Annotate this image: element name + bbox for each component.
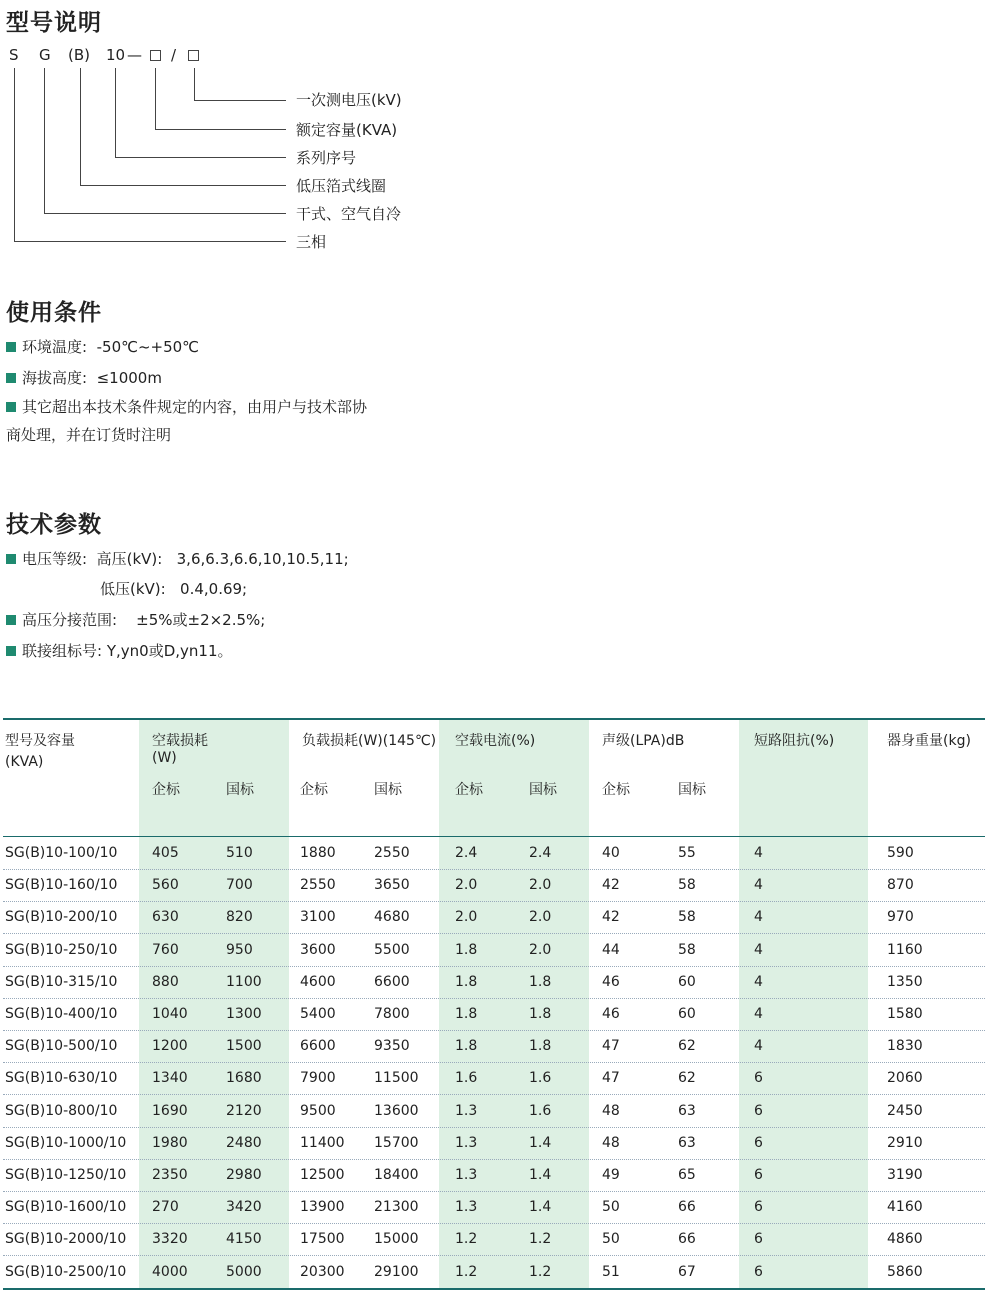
cell-load-loss-enterprise: 17500 [300, 1231, 345, 1248]
cell-noise-enterprise: 49 [602, 1167, 620, 1183]
cell-noise-national: 67 [678, 1263, 696, 1280]
connector-line [44, 213, 286, 214]
lv-value: 0.4,0.69; [180, 580, 248, 598]
cell-no-load-current-enterprise: 1.3 [455, 1102, 478, 1119]
cell-no-load-loss-national: 820 [226, 909, 253, 926]
cell-impedance: 4 [754, 845, 763, 861]
header-no-load-loss-unit: (W) [152, 750, 177, 766]
cell-load-loss-enterprise: 6600 [300, 1038, 336, 1055]
header-no-load-loss: 空载损耗 [152, 733, 208, 749]
cell-impedance: 6 [754, 1102, 763, 1119]
cell-no-load-current-enterprise: 1.3 [455, 1167, 478, 1183]
row-separator [3, 1223, 985, 1224]
cell-weight: 2060 [887, 1070, 923, 1087]
cell-no-load-loss-enterprise: 560 [152, 877, 179, 894]
row-separator [3, 901, 985, 902]
cell-no-load-current-national: 1.4 [529, 1199, 552, 1216]
bullet-square-icon [6, 342, 16, 352]
cell-load-loss-enterprise: 3600 [300, 941, 336, 958]
cell-load-loss-enterprise: 4600 [300, 973, 336, 990]
cell-model: SG(B)10-630/10 [5, 1070, 118, 1087]
connector-line [80, 185, 286, 186]
cell-no-load-current-enterprise: 2.0 [455, 877, 478, 894]
cell-model: SG(B)10-100/10 [5, 845, 118, 861]
row-separator [3, 1062, 985, 1063]
cell-weight: 1580 [887, 1006, 923, 1022]
cell-no-load-loss-national: 700 [226, 877, 253, 894]
cell-weight: 970 [887, 909, 914, 926]
cell-noise-national: 66 [678, 1231, 696, 1248]
subheader-national: 国标 [226, 782, 254, 798]
cell-no-load-loss-enterprise: 1200 [152, 1038, 188, 1055]
connector-line [115, 68, 116, 157]
code-char-dash: — [127, 46, 142, 64]
cell-noise-national: 65 [678, 1167, 696, 1183]
cell-no-load-current-enterprise: 1.8 [455, 973, 478, 990]
subheader-national: 国标 [678, 782, 706, 798]
cell-impedance: 4 [754, 877, 763, 894]
cell-no-load-current-national: 1.4 [529, 1134, 552, 1151]
cell-weight: 5860 [887, 1263, 923, 1280]
cell-load-loss-enterprise: 1880 [300, 845, 336, 861]
cell-load-loss-enterprise: 3100 [300, 909, 336, 926]
table-header-border [3, 836, 985, 837]
code-char-b: (B) [68, 46, 90, 64]
cell-impedance: 4 [754, 909, 763, 926]
tap-label: 高压分接范围: [22, 611, 118, 629]
conn-label: 联接组标号: [22, 642, 103, 660]
subheader-enterprise: 企标 [300, 782, 328, 798]
cell-weight: 870 [887, 877, 914, 894]
header-noise: 声级(LPA)dB [602, 733, 685, 749]
cell-model: SG(B)10-160/10 [5, 877, 118, 894]
subheader-enterprise: 企标 [455, 782, 483, 798]
cell-impedance: 6 [754, 1263, 763, 1280]
row-separator [3, 933, 985, 934]
cell-no-load-loss-enterprise: 1340 [152, 1070, 188, 1087]
cell-weight: 3190 [887, 1167, 923, 1183]
row-separator [3, 1030, 985, 1031]
cell-no-load-loss-enterprise: 760 [152, 941, 179, 958]
cell-no-load-loss-national: 2980 [226, 1167, 262, 1183]
table-bottom-border [3, 1288, 985, 1290]
cell-no-load-loss-enterprise: 270 [152, 1199, 179, 1216]
cell-model: SG(B)10-1250/10 [5, 1167, 127, 1183]
hv-value: 3,6,6.3,6.6,10,10.5,11; [176, 550, 349, 568]
condition-ambient-temp [6, 337, 199, 357]
hv-label: 高压(kV): [96, 550, 163, 568]
cell-load-loss-enterprise: 11400 [300, 1134, 345, 1151]
connector-line [14, 241, 286, 242]
cell-impedance: 6 [754, 1134, 763, 1151]
cell-no-load-current-national: 1.4 [529, 1167, 552, 1183]
cell-no-load-current-enterprise: 2.4 [455, 845, 478, 861]
cell-no-load-current-national: 1.2 [529, 1263, 552, 1280]
subheader-enterprise: 企标 [152, 782, 180, 798]
cell-weight: 4860 [887, 1231, 923, 1248]
connector-line [155, 68, 156, 129]
cell-model: SG(B)10-315/10 [5, 973, 118, 990]
cell-weight: 590 [887, 845, 914, 861]
cell-noise-enterprise: 51 [602, 1263, 620, 1280]
cell-weight: 1830 [887, 1038, 923, 1055]
row-separator [3, 1127, 985, 1128]
cell-no-load-loss-national: 510 [226, 845, 253, 861]
cell-no-load-current-enterprise: 1.8 [455, 1006, 478, 1022]
bullet-square-icon [6, 554, 16, 564]
connector-line [155, 129, 286, 130]
cell-no-load-current-enterprise: 1.3 [455, 1199, 478, 1216]
cell-noise-national: 58 [678, 909, 696, 926]
condition-value: ≤1000m [96, 369, 162, 387]
cell-load-loss-enterprise: 13900 [300, 1199, 345, 1216]
cell-no-load-loss-national: 4150 [226, 1231, 262, 1248]
cell-model: SG(B)10-250/10 [5, 941, 118, 958]
cell-no-load-loss-national: 3420 [226, 1199, 262, 1216]
tech-voltage-hv [6, 549, 349, 569]
cell-load-loss-enterprise: 9500 [300, 1102, 336, 1119]
legend-dry-air-cooled: 干式、空气自冷 [296, 205, 402, 223]
cell-no-load-current-enterprise: 1.8 [455, 1038, 478, 1055]
bullet-square-icon [6, 373, 16, 383]
cell-noise-enterprise: 50 [602, 1199, 620, 1216]
cell-noise-enterprise: 48 [602, 1102, 620, 1119]
cell-no-load-current-enterprise: 1.6 [455, 1070, 478, 1087]
cell-noise-national: 63 [678, 1134, 696, 1151]
cell-load-loss-enterprise: 5400 [300, 1006, 336, 1022]
condition-label: 环境温度: [22, 338, 88, 356]
cell-no-load-current-national: 2.0 [529, 941, 552, 958]
tech-tap-range [6, 610, 265, 630]
subheader-national: 国标 [374, 782, 402, 798]
cell-no-load-current-enterprise: 2.0 [455, 909, 478, 926]
cell-load-loss-national: 2550 [374, 845, 410, 861]
header-model-unit: (KVA) [5, 754, 44, 770]
cell-noise-national: 62 [678, 1038, 696, 1055]
cell-load-loss-national: 13600 [374, 1102, 419, 1119]
row-separator [3, 1159, 985, 1160]
cell-no-load-loss-national: 1500 [226, 1038, 262, 1055]
cell-no-load-loss-national: 5000 [226, 1263, 262, 1280]
cell-no-load-current-enterprise: 1.2 [455, 1263, 478, 1280]
cell-no-load-current-enterprise: 1.2 [455, 1231, 478, 1248]
condition-other [6, 397, 367, 417]
cell-model: SG(B)10-500/10 [5, 1038, 118, 1055]
cell-impedance: 4 [754, 973, 763, 990]
row-separator [3, 869, 985, 870]
cell-load-loss-national: 7800 [374, 1006, 410, 1022]
lv-label: 低压(kV): [100, 580, 166, 598]
cell-load-loss-enterprise: 12500 [300, 1167, 345, 1183]
cell-noise-national: 62 [678, 1070, 696, 1087]
conn-value: Y,yn0或D,yn11。 [106, 642, 233, 660]
tech-connection-group [6, 641, 233, 661]
cell-model: SG(B)10-2000/10 [5, 1231, 127, 1248]
cell-noise-national: 58 [678, 941, 696, 958]
legend-three-phase: 三相 [296, 233, 327, 251]
cell-model: SG(B)10-400/10 [5, 1006, 118, 1022]
cell-no-load-current-national: 2.4 [529, 845, 552, 861]
cell-noise-enterprise: 44 [602, 941, 620, 958]
cell-weight: 1350 [887, 973, 923, 990]
cell-no-load-loss-enterprise: 1980 [152, 1134, 188, 1151]
cell-load-loss-national: 15000 [374, 1231, 419, 1248]
voltage-label: 电压等级: [22, 550, 88, 568]
header-model: 型号及容量 [5, 733, 75, 749]
cell-load-loss-enterprise: 20300 [300, 1263, 345, 1280]
cell-noise-enterprise: 50 [602, 1231, 620, 1248]
cell-weight: 1160 [887, 941, 923, 958]
cell-no-load-current-enterprise: 1.8 [455, 941, 478, 958]
tech-voltage-lv [100, 579, 247, 599]
cell-no-load-current-national: 1.8 [529, 973, 552, 990]
model-code-diagram [0, 0, 985, 270]
cell-impedance: 6 [754, 1199, 763, 1216]
cell-load-loss-national: 15700 [374, 1134, 419, 1151]
cell-no-load-loss-enterprise: 3320 [152, 1231, 188, 1248]
cell-noise-enterprise: 48 [602, 1134, 620, 1151]
cell-impedance: 6 [754, 1231, 763, 1248]
cell-no-load-current-national: 1.8 [529, 1006, 552, 1022]
conditions-section-title: 使用条件 [6, 300, 102, 326]
cell-no-load-loss-enterprise: 405 [152, 845, 179, 861]
legend-primary-voltage: 一次测电压(kV) [296, 91, 402, 109]
cell-model: SG(B)10-1000/10 [5, 1134, 127, 1151]
cell-no-load-current-enterprise: 1.3 [455, 1134, 478, 1151]
cell-model: SG(B)10-1600/10 [5, 1199, 127, 1216]
cell-no-load-current-national: 1.6 [529, 1070, 552, 1087]
cell-no-load-loss-enterprise: 1690 [152, 1102, 188, 1119]
connector-line [44, 68, 45, 213]
row-separator [3, 1191, 985, 1192]
header-impedance: 短路阻抗(%) [754, 733, 835, 749]
row-separator [3, 966, 985, 967]
cell-load-loss-national: 18400 [374, 1167, 419, 1183]
cell-load-loss-enterprise: 2550 [300, 877, 336, 894]
cell-weight: 2910 [887, 1134, 923, 1151]
cell-no-load-loss-enterprise: 630 [152, 909, 179, 926]
cell-impedance: 6 [754, 1167, 763, 1183]
cell-impedance: 6 [754, 1070, 763, 1087]
cell-no-load-current-national: 2.0 [529, 877, 552, 894]
cell-noise-enterprise: 40 [602, 845, 620, 861]
cell-load-loss-national: 21300 [374, 1199, 419, 1216]
cell-noise-enterprise: 46 [602, 973, 620, 990]
header-load-loss: 负载损耗(W)(145℃) [302, 733, 437, 749]
legend-series-number: 系列序号 [296, 149, 357, 167]
code-char-g: G [39, 46, 51, 64]
cell-no-load-current-national: 2.0 [529, 909, 552, 926]
connector-line [115, 157, 286, 158]
cell-noise-national: 60 [678, 973, 696, 990]
cell-no-load-loss-enterprise: 2350 [152, 1167, 188, 1183]
condition-value: -50℃~+50℃ [96, 338, 200, 356]
tech-section-title: 技术参数 [6, 512, 102, 538]
condition-label: 海拔高度: [22, 369, 88, 387]
cell-no-load-current-national: 1.2 [529, 1231, 552, 1248]
condition-altitude [6, 368, 162, 388]
connector-line [80, 68, 81, 185]
row-separator [3, 1255, 985, 1256]
cell-load-loss-national: 3650 [374, 877, 410, 894]
cell-no-load-loss-national: 1300 [226, 1006, 262, 1022]
bullet-square-icon [6, 615, 16, 625]
cell-no-load-current-national: 1.6 [529, 1102, 552, 1119]
cell-load-loss-national: 5500 [374, 941, 410, 958]
code-box-voltage [188, 50, 199, 61]
cell-noise-national: 58 [678, 877, 696, 894]
cell-model: SG(B)10-200/10 [5, 909, 118, 926]
cell-noise-enterprise: 46 [602, 1006, 620, 1022]
header-weight: 器身重量(kg) [887, 733, 971, 749]
cell-impedance: 4 [754, 941, 763, 958]
cell-no-load-loss-national: 2120 [226, 1102, 262, 1119]
cell-model: SG(B)10-800/10 [5, 1102, 118, 1119]
subheader-enterprise: 企标 [602, 782, 630, 798]
condition-other-continuation: 商处理，并在订货时注明 [6, 426, 172, 444]
cell-noise-national: 63 [678, 1102, 696, 1119]
condition-label: 其它超出本技术条件规定的内容，由用户与技术部协 [22, 398, 368, 416]
cell-noise-enterprise: 42 [602, 909, 620, 926]
cell-no-load-loss-enterprise: 4000 [152, 1263, 188, 1280]
cell-noise-enterprise: 47 [602, 1070, 620, 1087]
cell-no-load-loss-enterprise: 1040 [152, 1006, 188, 1022]
code-char-10: 10 [106, 46, 126, 64]
code-box-capacity [150, 50, 161, 61]
connector-line [194, 68, 195, 100]
cell-model: SG(B)10-2500/10 [5, 1263, 127, 1280]
connector-line [194, 100, 286, 101]
cell-load-loss-national: 9350 [374, 1038, 410, 1055]
cell-no-load-loss-national: 1100 [226, 973, 262, 990]
cell-no-load-loss-enterprise: 880 [152, 973, 179, 990]
bullet-square-icon [6, 402, 16, 412]
cell-load-loss-national: 4680 [374, 909, 410, 926]
cell-noise-enterprise: 47 [602, 1038, 620, 1055]
cell-impedance: 4 [754, 1006, 763, 1022]
code-char-s: S [9, 46, 19, 64]
cell-no-load-current-national: 1.8 [529, 1038, 552, 1055]
cell-weight: 2450 [887, 1102, 923, 1119]
legend-rated-capacity: 额定容量(KVA) [296, 121, 398, 139]
model-section-title: 型号说明 [6, 10, 102, 36]
row-separator [3, 998, 985, 999]
tap-value: ±5%或±2×2.5%; [136, 611, 266, 629]
cell-load-loss-national: 29100 [374, 1263, 419, 1280]
row-separator [3, 1094, 985, 1095]
cell-impedance: 4 [754, 1038, 763, 1055]
cell-load-loss-national: 6600 [374, 973, 410, 990]
cell-no-load-loss-national: 1680 [226, 1070, 262, 1087]
cell-noise-enterprise: 42 [602, 877, 620, 894]
legend-foil-winding: 低压箔式线圈 [296, 177, 387, 195]
cell-noise-national: 60 [678, 1006, 696, 1022]
cell-no-load-loss-national: 950 [226, 941, 253, 958]
bullet-square-icon [6, 646, 16, 656]
subheader-national: 国标 [529, 782, 557, 798]
header-no-load-current: 空载电流(%) [455, 733, 536, 749]
cell-no-load-loss-national: 2480 [226, 1134, 262, 1151]
table-top-border [3, 718, 985, 720]
cell-load-loss-national: 11500 [374, 1070, 419, 1087]
cell-load-loss-enterprise: 7900 [300, 1070, 336, 1087]
cell-noise-national: 55 [678, 845, 696, 861]
code-char-slash: / [171, 46, 177, 64]
connector-line [14, 68, 15, 241]
cell-weight: 4160 [887, 1199, 923, 1216]
cell-noise-national: 66 [678, 1199, 696, 1216]
